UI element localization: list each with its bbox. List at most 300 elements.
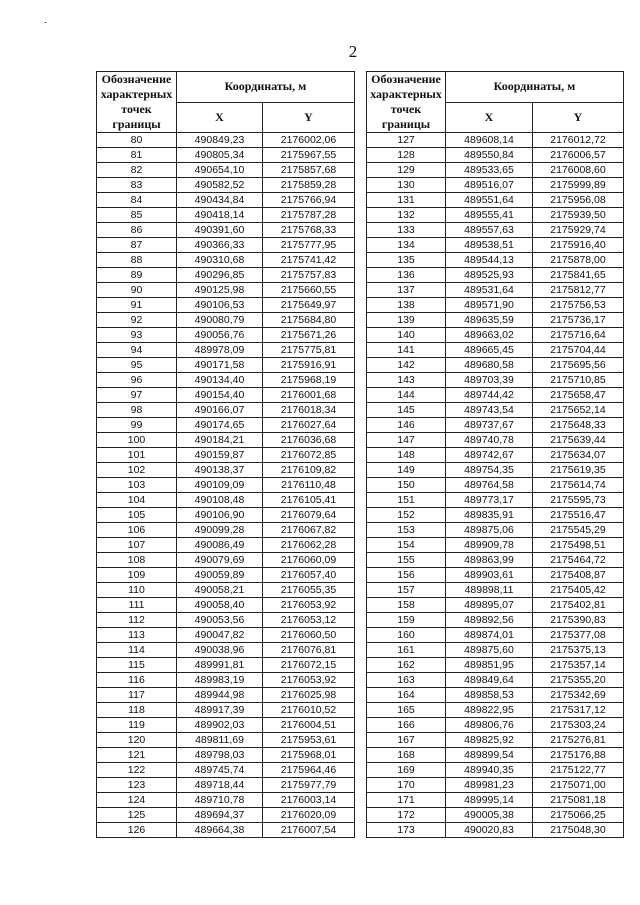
header-point-label: Обозначение характерных точек границы <box>367 72 446 133</box>
y-coordinate-cell: 2176055,35 <box>263 583 355 598</box>
point-number-cell: 144 <box>367 388 446 403</box>
y-coordinate-cell: 2175516,47 <box>533 508 624 523</box>
x-coordinate-cell: 490582,52 <box>177 178 263 193</box>
y-coordinate-cell: 2176003,14 <box>263 793 355 808</box>
y-coordinate-cell: 2175968,19 <box>263 373 355 388</box>
x-coordinate-cell: 490849,23 <box>177 133 263 148</box>
y-coordinate-cell: 2176062,28 <box>263 538 355 553</box>
x-coordinate-cell: 490184,21 <box>177 433 263 448</box>
x-coordinate-cell: 489531,64 <box>446 283 533 298</box>
y-coordinate-cell: 2175695,56 <box>533 358 624 373</box>
x-coordinate-cell: 489745,74 <box>177 763 263 778</box>
y-coordinate-cell: 2175176,88 <box>533 748 624 763</box>
point-number-cell: 108 <box>97 553 177 568</box>
y-coordinate-cell: 2176036,68 <box>263 433 355 448</box>
point-number-cell: 167 <box>367 733 446 748</box>
x-coordinate-cell: 489551,64 <box>446 193 533 208</box>
point-number-cell: 128 <box>367 148 446 163</box>
table-row <box>97 523 355 538</box>
table-row <box>97 568 355 583</box>
x-coordinate-cell: 489940,35 <box>446 763 533 778</box>
y-coordinate-cell: 2175841,65 <box>533 268 624 283</box>
point-number-cell: 121 <box>97 748 177 763</box>
coordinates-table-right <box>366 71 624 838</box>
y-coordinate-cell: 2175634,07 <box>533 448 624 463</box>
point-number-cell: 133 <box>367 223 446 238</box>
y-coordinate-cell: 2175377,08 <box>533 628 624 643</box>
y-coordinate-cell: 2176072,85 <box>263 448 355 463</box>
point-number-cell: 116 <box>97 673 177 688</box>
x-coordinate-cell: 489874,01 <box>446 628 533 643</box>
point-number-cell: 95 <box>97 358 177 373</box>
x-coordinate-cell: 490086,49 <box>177 538 263 553</box>
point-number-cell: 149 <box>367 463 446 478</box>
table-row <box>367 568 624 583</box>
x-coordinate-cell: 489557,63 <box>446 223 533 238</box>
y-coordinate-cell: 2175405,42 <box>533 583 624 598</box>
table-row <box>367 268 624 283</box>
point-number-cell: 145 <box>367 403 446 418</box>
x-coordinate-cell: 489737,67 <box>446 418 533 433</box>
table-row <box>97 778 355 793</box>
table-row <box>367 178 624 193</box>
y-coordinate-cell: 2175999,89 <box>533 178 624 193</box>
x-coordinate-cell: 489806,76 <box>446 718 533 733</box>
y-coordinate-cell: 2175658,47 <box>533 388 624 403</box>
table-row <box>97 613 355 628</box>
table-row <box>97 208 355 223</box>
table-row <box>97 388 355 403</box>
point-number-cell: 103 <box>97 478 177 493</box>
point-number-cell: 85 <box>97 208 177 223</box>
x-coordinate-cell: 490166,07 <box>177 403 263 418</box>
x-coordinate-cell: 490154,40 <box>177 388 263 403</box>
x-coordinate-cell: 489875,60 <box>446 643 533 658</box>
y-coordinate-cell: 2176027,64 <box>263 418 355 433</box>
y-coordinate-cell: 2175968,01 <box>263 748 355 763</box>
table-row <box>367 508 624 523</box>
x-coordinate-cell: 489743,54 <box>446 403 533 418</box>
y-coordinate-cell: 2175342,69 <box>533 688 624 703</box>
table-row <box>97 193 355 208</box>
x-coordinate-cell: 489863,99 <box>446 553 533 568</box>
y-coordinate-cell: 2175756,53 <box>533 298 624 313</box>
point-number-cell: 168 <box>367 748 446 763</box>
y-coordinate-cell: 2175766,94 <box>263 193 355 208</box>
header-point-label: Обозначение характерных точек границы <box>97 72 177 133</box>
x-coordinate-cell: 490434,84 <box>177 193 263 208</box>
table-row <box>97 148 355 163</box>
x-coordinate-cell: 489895,07 <box>446 598 533 613</box>
scan-dot <box>44 22 47 23</box>
y-coordinate-cell: 2176007,54 <box>263 823 355 838</box>
x-coordinate-cell: 489550,84 <box>446 148 533 163</box>
point-number-cell: 93 <box>97 328 177 343</box>
point-number-cell: 86 <box>97 223 177 238</box>
y-coordinate-cell: 2175303,24 <box>533 718 624 733</box>
y-coordinate-cell: 2175122,77 <box>533 763 624 778</box>
y-coordinate-cell: 2175066,25 <box>533 808 624 823</box>
y-coordinate-cell: 2175956,08 <box>533 193 624 208</box>
x-coordinate-cell: 489849,64 <box>446 673 533 688</box>
point-number-cell: 97 <box>97 388 177 403</box>
x-coordinate-cell: 490058,40 <box>177 598 263 613</box>
y-coordinate-cell: 2175716,64 <box>533 328 624 343</box>
table-row <box>97 313 355 328</box>
table-row <box>97 298 355 313</box>
point-number-cell: 89 <box>97 268 177 283</box>
table-row <box>367 598 624 613</box>
x-coordinate-cell: 489858,53 <box>446 688 533 703</box>
table-row <box>367 733 624 748</box>
table-row <box>367 523 624 538</box>
x-coordinate-cell: 489710,78 <box>177 793 263 808</box>
x-coordinate-cell: 490805,34 <box>177 148 263 163</box>
table-row <box>97 793 355 808</box>
point-number-cell: 169 <box>367 763 446 778</box>
x-coordinate-cell: 489822,95 <box>446 703 533 718</box>
point-number-cell: 166 <box>367 718 446 733</box>
x-coordinate-cell: 489851,95 <box>446 658 533 673</box>
table-row <box>367 553 624 568</box>
table-row <box>97 133 355 148</box>
point-number-cell: 147 <box>367 433 446 448</box>
x-coordinate-cell: 489744,42 <box>446 388 533 403</box>
y-coordinate-cell: 2175787,28 <box>263 208 355 223</box>
point-number-cell: 126 <box>97 823 177 838</box>
x-coordinate-cell: 490418,14 <box>177 208 263 223</box>
table-row <box>97 253 355 268</box>
point-number-cell: 159 <box>367 613 446 628</box>
y-coordinate-cell: 2175878,00 <box>533 253 624 268</box>
y-coordinate-cell: 2175684,80 <box>263 313 355 328</box>
table-row <box>97 628 355 643</box>
x-coordinate-cell: 489538,51 <box>446 238 533 253</box>
point-number-cell: 162 <box>367 658 446 673</box>
point-number-cell: 96 <box>97 373 177 388</box>
x-coordinate-cell: 489544,13 <box>446 253 533 268</box>
y-coordinate-cell: 2175710,85 <box>533 373 624 388</box>
table-row <box>97 673 355 688</box>
y-coordinate-cell: 2176060,50 <box>263 628 355 643</box>
table-row <box>367 403 624 418</box>
y-coordinate-cell: 2176053,92 <box>263 598 355 613</box>
point-number-cell: 165 <box>367 703 446 718</box>
table-row <box>97 163 355 178</box>
y-coordinate-cell: 2175048,30 <box>533 823 624 838</box>
x-coordinate-cell: 490058,21 <box>177 583 263 598</box>
point-number-cell: 94 <box>97 343 177 358</box>
y-coordinate-cell: 2176109,82 <box>263 463 355 478</box>
table-row <box>367 703 624 718</box>
y-coordinate-cell: 2176057,40 <box>263 568 355 583</box>
point-number-cell: 170 <box>367 778 446 793</box>
x-coordinate-cell: 489909,78 <box>446 538 533 553</box>
point-number-cell: 102 <box>97 463 177 478</box>
table-row <box>97 718 355 733</box>
y-coordinate-cell: 2175775,81 <box>263 343 355 358</box>
y-coordinate-cell: 2175812,77 <box>533 283 624 298</box>
table-row <box>367 688 624 703</box>
point-number-cell: 101 <box>97 448 177 463</box>
y-coordinate-cell: 2176060,09 <box>263 553 355 568</box>
header-x-label: X <box>446 102 533 133</box>
table-row <box>367 463 624 478</box>
x-coordinate-cell: 489892,56 <box>446 613 533 628</box>
header-y-label: Y <box>533 102 624 133</box>
table-row <box>97 463 355 478</box>
x-coordinate-cell: 489835,91 <box>446 508 533 523</box>
point-number-cell: 172 <box>367 808 446 823</box>
x-coordinate-cell: 489917,39 <box>177 703 263 718</box>
x-coordinate-cell: 489664,38 <box>177 823 263 838</box>
point-number-cell: 148 <box>367 448 446 463</box>
x-coordinate-cell: 490366,33 <box>177 238 263 253</box>
header-coordinates-label: Координаты, м <box>446 72 624 103</box>
point-number-cell: 157 <box>367 583 446 598</box>
point-number-cell: 131 <box>367 193 446 208</box>
point-number-cell: 112 <box>97 613 177 628</box>
x-coordinate-cell: 490134,40 <box>177 373 263 388</box>
table-row <box>97 448 355 463</box>
point-number-cell: 142 <box>367 358 446 373</box>
point-number-cell: 173 <box>367 823 446 838</box>
table-row <box>367 148 624 163</box>
x-coordinate-cell: 489764,58 <box>446 478 533 493</box>
y-coordinate-cell: 2175671,26 <box>263 328 355 343</box>
y-coordinate-cell: 2176110,48 <box>263 478 355 493</box>
table-row <box>97 493 355 508</box>
x-coordinate-cell: 489608,14 <box>446 133 533 148</box>
y-coordinate-cell: 2176053,92 <box>263 673 355 688</box>
y-coordinate-cell: 2175648,33 <box>533 418 624 433</box>
point-number-cell: 160 <box>367 628 446 643</box>
table-row <box>97 643 355 658</box>
y-coordinate-cell: 2175977,79 <box>263 778 355 793</box>
x-coordinate-cell: 490174,65 <box>177 418 263 433</box>
y-coordinate-cell: 2175660,55 <box>263 283 355 298</box>
y-coordinate-cell: 2176018,34 <box>263 403 355 418</box>
x-coordinate-cell: 490099,28 <box>177 523 263 538</box>
table-row <box>367 478 624 493</box>
point-number-cell: 141 <box>367 343 446 358</box>
y-coordinate-cell: 2175736,17 <box>533 313 624 328</box>
point-number-cell: 90 <box>97 283 177 298</box>
point-number-cell: 163 <box>367 673 446 688</box>
table-row <box>367 133 624 148</box>
y-coordinate-cell: 2175619,35 <box>533 463 624 478</box>
point-number-cell: 129 <box>367 163 446 178</box>
point-number-cell: 106 <box>97 523 177 538</box>
x-coordinate-cell: 489525,93 <box>446 268 533 283</box>
x-coordinate-cell: 490005,38 <box>446 808 533 823</box>
y-coordinate-cell: 2176006,57 <box>533 148 624 163</box>
x-coordinate-cell: 489875,06 <box>446 523 533 538</box>
table-row <box>367 718 624 733</box>
y-coordinate-cell: 2176002,06 <box>263 133 355 148</box>
page-number: 2 <box>348 42 358 61</box>
table-row <box>97 703 355 718</box>
y-coordinate-cell: 2175652,14 <box>533 403 624 418</box>
point-number-cell: 91 <box>97 298 177 313</box>
x-coordinate-cell: 490108,48 <box>177 493 263 508</box>
point-number-cell: 152 <box>367 508 446 523</box>
y-coordinate-cell: 2175964,46 <box>263 763 355 778</box>
point-number-cell: 111 <box>97 598 177 613</box>
y-coordinate-cell: 2175916,40 <box>533 238 624 253</box>
y-coordinate-cell: 2175375,13 <box>533 643 624 658</box>
table-row <box>367 328 624 343</box>
x-coordinate-cell: 489740,78 <box>446 433 533 448</box>
point-number-cell: 117 <box>97 688 177 703</box>
y-coordinate-cell: 2175355,20 <box>533 673 624 688</box>
table-row <box>367 238 624 253</box>
point-number-cell: 113 <box>97 628 177 643</box>
y-coordinate-cell: 2176020,09 <box>263 808 355 823</box>
x-coordinate-cell: 489754,35 <box>446 463 533 478</box>
point-number-cell: 135 <box>367 253 446 268</box>
table-row <box>367 253 624 268</box>
point-number-cell: 138 <box>367 298 446 313</box>
y-coordinate-cell: 2175276,81 <box>533 733 624 748</box>
table-row <box>367 538 624 553</box>
y-coordinate-cell: 2175614,74 <box>533 478 624 493</box>
x-coordinate-cell: 489742,67 <box>446 448 533 463</box>
x-coordinate-cell: 490159,87 <box>177 448 263 463</box>
x-coordinate-cell: 490038,96 <box>177 643 263 658</box>
table-row <box>97 178 355 193</box>
x-coordinate-cell: 489981,23 <box>446 778 533 793</box>
point-number-cell: 115 <box>97 658 177 673</box>
table-row <box>367 208 624 223</box>
y-coordinate-cell: 2176105,41 <box>263 493 355 508</box>
x-coordinate-cell: 489571,90 <box>446 298 533 313</box>
point-number-cell: 98 <box>97 403 177 418</box>
y-coordinate-cell: 2175464,72 <box>533 553 624 568</box>
table-row <box>97 283 355 298</box>
point-number-cell: 161 <box>367 643 446 658</box>
table-body-left <box>97 133 355 838</box>
y-coordinate-cell: 2175768,33 <box>263 223 355 238</box>
y-coordinate-cell: 2175741,42 <box>263 253 355 268</box>
table-row <box>367 778 624 793</box>
point-number-cell: 122 <box>97 763 177 778</box>
x-coordinate-cell: 489516,07 <box>446 178 533 193</box>
y-coordinate-cell: 2175757,83 <box>263 268 355 283</box>
x-coordinate-cell: 490080,79 <box>177 313 263 328</box>
y-coordinate-cell: 2175081,18 <box>533 793 624 808</box>
point-number-cell: 150 <box>367 478 446 493</box>
x-coordinate-cell: 490056,76 <box>177 328 263 343</box>
point-number-cell: 105 <box>97 508 177 523</box>
table-row <box>367 418 624 433</box>
x-coordinate-cell: 489995,14 <box>446 793 533 808</box>
point-number-cell: 88 <box>97 253 177 268</box>
y-coordinate-cell: 2175916,91 <box>263 358 355 373</box>
x-coordinate-cell: 490296,85 <box>177 268 263 283</box>
point-number-cell: 80 <box>97 133 177 148</box>
header-coordinates-label: Координаты, м <box>177 72 355 103</box>
y-coordinate-cell: 2176010,52 <box>263 703 355 718</box>
header-x-label: X <box>177 102 263 133</box>
x-coordinate-cell: 489898,11 <box>446 583 533 598</box>
y-coordinate-cell: 2175408,87 <box>533 568 624 583</box>
point-number-cell: 118 <box>97 703 177 718</box>
y-coordinate-cell: 2175704,44 <box>533 343 624 358</box>
coordinates-table-left <box>96 71 355 838</box>
point-number-cell: 83 <box>97 178 177 193</box>
table-row <box>367 673 624 688</box>
point-number-cell: 120 <box>97 733 177 748</box>
table-row <box>97 823 355 838</box>
table-row <box>367 388 624 403</box>
y-coordinate-cell: 2175857,68 <box>263 163 355 178</box>
table-row <box>97 733 355 748</box>
point-number-cell: 92 <box>97 313 177 328</box>
point-number-cell: 153 <box>367 523 446 538</box>
x-coordinate-cell: 489811,69 <box>177 733 263 748</box>
table-row <box>97 403 355 418</box>
x-coordinate-cell: 489773,17 <box>446 493 533 508</box>
x-coordinate-cell: 490171,58 <box>177 358 263 373</box>
y-coordinate-cell: 2176067,82 <box>263 523 355 538</box>
y-coordinate-cell: 2175498,51 <box>533 538 624 553</box>
x-coordinate-cell: 490109,09 <box>177 478 263 493</box>
x-coordinate-cell: 490079,69 <box>177 553 263 568</box>
x-coordinate-cell: 489703,39 <box>446 373 533 388</box>
x-coordinate-cell: 490125,98 <box>177 283 263 298</box>
y-coordinate-cell: 2175357,14 <box>533 658 624 673</box>
y-coordinate-cell: 2176004,51 <box>263 718 355 733</box>
table-row <box>97 508 355 523</box>
point-number-cell: 158 <box>367 598 446 613</box>
x-coordinate-cell: 490106,90 <box>177 508 263 523</box>
y-coordinate-cell: 2175317,12 <box>533 703 624 718</box>
point-number-cell: 143 <box>367 373 446 388</box>
point-number-cell: 139 <box>367 313 446 328</box>
x-coordinate-cell: 490106,53 <box>177 298 263 313</box>
point-number-cell: 100 <box>97 433 177 448</box>
table-row <box>97 808 355 823</box>
table-row <box>97 223 355 238</box>
table-row <box>367 583 624 598</box>
y-coordinate-cell: 2175777,95 <box>263 238 355 253</box>
table-row <box>97 478 355 493</box>
point-number-cell: 171 <box>367 793 446 808</box>
point-number-cell: 137 <box>367 283 446 298</box>
point-number-cell: 110 <box>97 583 177 598</box>
x-coordinate-cell: 489665,45 <box>446 343 533 358</box>
y-coordinate-cell: 2175595,73 <box>533 493 624 508</box>
point-number-cell: 123 <box>97 778 177 793</box>
table-row <box>97 418 355 433</box>
table-row <box>97 328 355 343</box>
table-row <box>367 193 624 208</box>
table-row <box>97 238 355 253</box>
table-row <box>97 583 355 598</box>
point-number-cell: 87 <box>97 238 177 253</box>
y-coordinate-cell: 2176008,60 <box>533 163 624 178</box>
table-row <box>367 343 624 358</box>
point-number-cell: 99 <box>97 418 177 433</box>
x-coordinate-cell: 489902,03 <box>177 718 263 733</box>
point-number-cell: 134 <box>367 238 446 253</box>
y-coordinate-cell: 2175390,83 <box>533 613 624 628</box>
point-number-cell: 81 <box>97 148 177 163</box>
header-y-label: Y <box>263 102 355 133</box>
x-coordinate-cell: 489991,81 <box>177 658 263 673</box>
table-row <box>367 163 624 178</box>
